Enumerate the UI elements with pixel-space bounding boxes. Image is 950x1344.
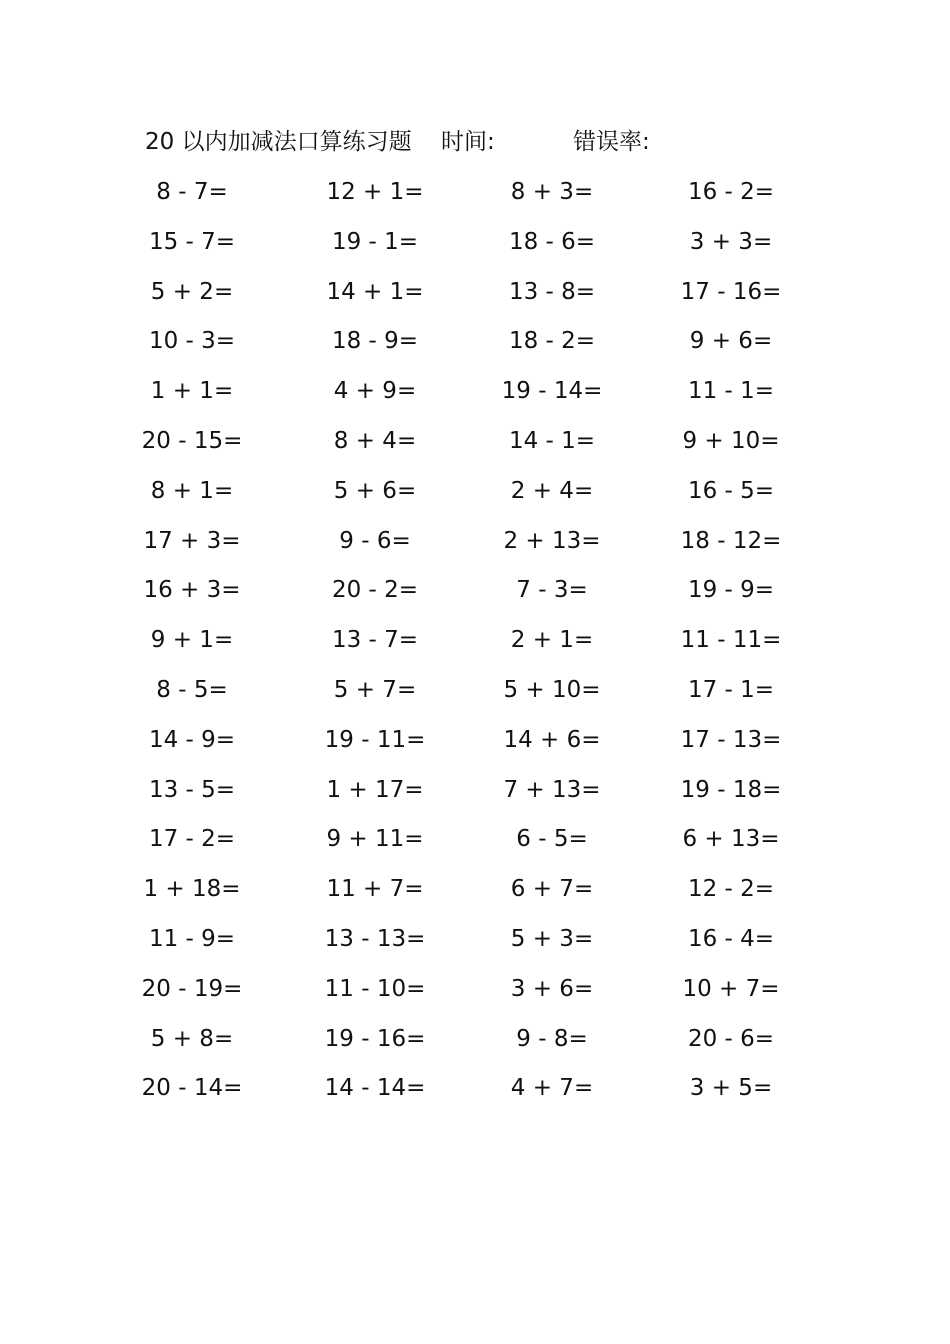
problem-item: 19 - 9= [687, 577, 775, 604]
worksheet-title: 20 以内加减法口算练习题 [145, 129, 412, 155]
problem-grid [0, 174, 950, 1120]
problem-row [0, 622, 950, 672]
problem-item: 17 - 1= [687, 676, 775, 703]
problem-item: 3 + 6= [510, 975, 594, 1002]
problem-item: 14 - 14= [324, 1075, 426, 1102]
problem-item: 14 - 1= [508, 427, 596, 454]
problem-item: 3 + 5= [689, 1075, 773, 1102]
problem-item: 5 + 7= [333, 676, 417, 703]
problem-item: 20 - 2= [331, 577, 419, 604]
problem-item: 20 - 15= [141, 427, 243, 454]
problem-item: 10 - 3= [148, 328, 236, 355]
problem-item: 8 + 4= [333, 427, 417, 454]
problem-item: 20 - 6= [687, 1025, 775, 1052]
problem-item: 5 + 10= [503, 676, 601, 703]
problem-item: 14 - 9= [148, 726, 236, 753]
problem-item: 5 + 6= [333, 477, 417, 504]
problem-item: 20 - 14= [141, 1075, 243, 1102]
problem-item: 18 - 6= [508, 228, 596, 255]
problem-item: 20 - 19= [141, 975, 243, 1002]
problem-item: 3 + 3= [689, 228, 773, 255]
problem-item: 12 + 1= [326, 179, 424, 205]
problem-item: 14 + 6= [503, 726, 601, 753]
problem-item: 8 + 3= [510, 179, 594, 205]
problem-item: 17 - 16= [680, 278, 782, 305]
problem-item: 19 - 16= [324, 1025, 426, 1052]
problem-item: 6 + 7= [510, 876, 594, 903]
problem-item: 6 + 13= [682, 826, 780, 853]
problem-item: 16 - 2= [687, 179, 775, 205]
problem-row [0, 174, 950, 224]
problem-item: 4 + 9= [333, 378, 417, 405]
problem-item: 4 + 7= [510, 1075, 594, 1102]
problem-item: 6 - 5= [516, 826, 588, 853]
problem-item: 11 - 10= [324, 975, 426, 1002]
problem-item: 18 - 2= [508, 328, 596, 355]
problem-item: 9 - 8= [516, 1025, 588, 1052]
problem-item: 5 + 8= [150, 1025, 234, 1052]
problem-item: 11 - 9= [148, 925, 236, 952]
problem-row [0, 373, 950, 423]
time-label: 时间: [441, 129, 495, 155]
problem-item: 17 - 13= [680, 726, 782, 753]
problem-item: 13 - 7= [331, 627, 419, 654]
problem-item: 18 - 9= [331, 328, 419, 355]
problem-row [0, 921, 950, 971]
problem-item: 10 + 7= [682, 975, 780, 1002]
problem-item: 7 + 13= [503, 776, 601, 803]
problem-row [0, 871, 950, 921]
problem-item: 9 + 1= [150, 627, 234, 654]
problem-row [0, 224, 950, 274]
problem-row [0, 523, 950, 573]
problem-item: 2 + 13= [503, 527, 601, 554]
problem-item: 14 + 1= [326, 278, 424, 305]
problem-item: 16 + 3= [143, 577, 241, 604]
problem-item: 11 - 11= [680, 627, 782, 654]
problem-item: 13 - 8= [508, 278, 596, 305]
problem-item: 8 - 5= [156, 676, 228, 703]
problem-item: 19 - 11= [324, 726, 426, 753]
problem-item: 7 - 3= [516, 577, 588, 604]
problem-row [0, 971, 950, 1021]
problem-item: 1 + 17= [326, 776, 424, 803]
problem-row [0, 672, 950, 722]
problem-item: 15 - 7= [148, 228, 236, 255]
problem-row [0, 821, 950, 871]
problem-row [0, 274, 950, 324]
problem-row [0, 473, 950, 523]
problem-item: 18 - 12= [680, 527, 782, 554]
problem-item: 17 - 2= [148, 826, 236, 853]
problem-item: 9 + 6= [689, 328, 773, 355]
problem-item: 9 + 11= [326, 826, 424, 853]
problem-row [0, 323, 950, 373]
problem-item: 9 - 6= [339, 527, 411, 554]
error-rate-label: 错误率: [573, 129, 650, 155]
problem-item: 5 + 3= [510, 925, 594, 952]
problem-item: 17 + 3= [143, 527, 241, 554]
problem-row [0, 1021, 950, 1071]
problem-item: 2 + 4= [510, 477, 594, 504]
problem-row [0, 772, 950, 822]
problem-item: 11 + 7= [326, 876, 424, 903]
problem-item: 11 - 1= [687, 378, 775, 405]
problem-item: 12 - 2= [687, 876, 775, 903]
problem-item: 2 + 1= [510, 627, 594, 654]
problem-item: 13 - 5= [148, 776, 236, 803]
problem-item: 8 + 1= [150, 477, 234, 504]
problem-item: 5 + 2= [150, 278, 234, 305]
problem-item: 19 - 18= [680, 776, 782, 803]
problem-row [0, 572, 950, 622]
problem-row [0, 722, 950, 772]
problem-item: 16 - 4= [687, 925, 775, 952]
problem-row [0, 1070, 950, 1120]
problem-item: 13 - 13= [324, 925, 426, 952]
problem-item: 1 + 18= [143, 876, 241, 903]
problem-item: 16 - 5= [687, 477, 775, 504]
problem-item: 9 + 10= [682, 427, 780, 454]
problem-item: 19 - 14= [501, 378, 603, 405]
problem-item: 19 - 1= [331, 228, 419, 255]
problem-item: 8 - 7= [156, 179, 228, 205]
problem-row [0, 423, 950, 473]
problem-item: 1 + 1= [150, 378, 234, 405]
